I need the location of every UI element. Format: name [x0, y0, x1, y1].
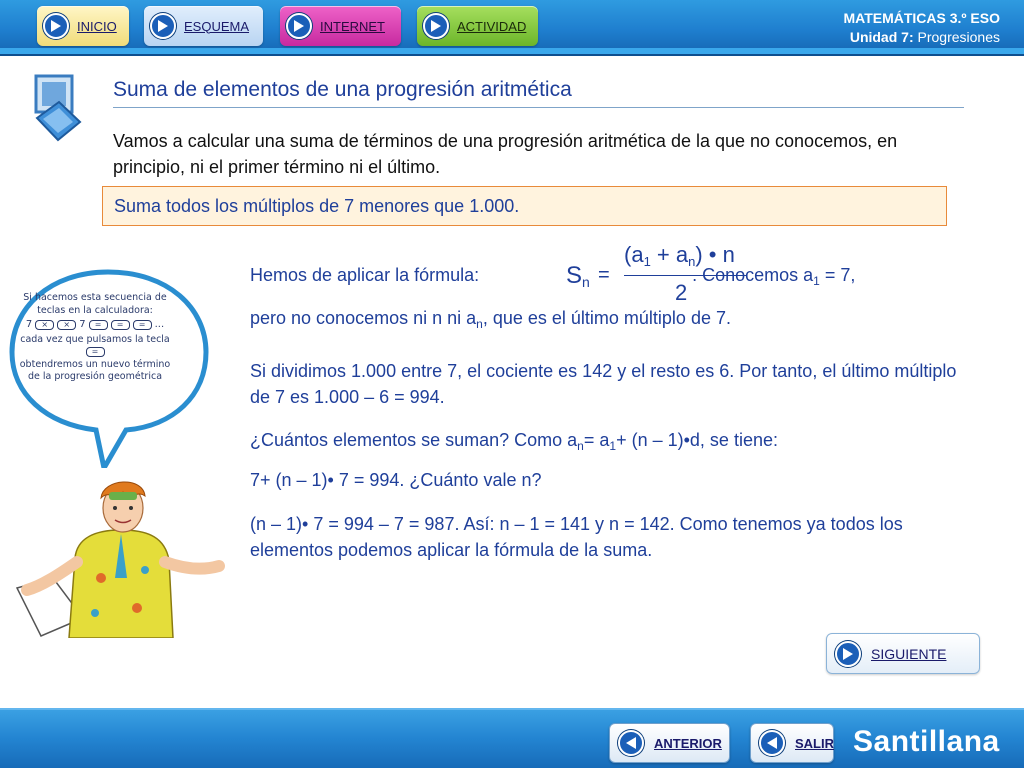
unit-name: Progresiones — [917, 29, 1000, 45]
p1-after: . Conocemos a — [692, 265, 814, 285]
explanation-p3: Si dividimos 1.000 entre 7, el cociente es 142 y el resto es 6. Por tanto, el último múltiplo de 7 es 1.000 – 6 = 994. — [250, 361, 957, 407]
play-icon — [423, 13, 449, 39]
page-title: Suma de elementos de una progresión aritmética — [113, 78, 572, 101]
character-illustration — [5, 478, 237, 638]
bubble-text — [14, 292, 176, 384]
p4-sub1: n — [577, 439, 584, 453]
p1-sub: 1 — [813, 274, 820, 288]
task-box — [102, 186, 947, 226]
formula-s-sub: n — [582, 274, 590, 290]
num-sub1: 1 — [643, 254, 651, 269]
explanation-p5: 7+ (n – 1)• 7 = 994. ¿Cuánto vale n? — [250, 470, 542, 490]
calc-digit: 7 — [79, 319, 86, 330]
p1-end: = 7, — [819, 265, 856, 285]
calculator-sequence — [14, 319, 176, 332]
num-close: ) • n — [695, 242, 735, 267]
times-key: × — [35, 320, 54, 330]
back-icon — [759, 730, 785, 756]
equals-key: = — [111, 320, 130, 330]
cube-icon — [33, 74, 83, 144]
inicio-label: INICIO — [77, 18, 117, 34]
explanation-p6: (n – 1)• 7 = 994 – 7 = 987. Así: n – 1 = 141 y n = 142. Como tenemos ya todos los elementos podemos aplicar la fórmula de la suma. — [250, 514, 903, 560]
p4-b: = a — [583, 430, 610, 450]
internet-label: INTERNET — [320, 18, 385, 34]
esquema-button[interactable] — [144, 6, 263, 46]
actividad-label: ACTIVIDAD — [457, 18, 527, 34]
times-key: × — [57, 320, 76, 330]
calc-dots: ... — [154, 319, 165, 330]
equals-key: = — [86, 347, 105, 357]
anterior-label: ANTERIOR — [654, 735, 722, 751]
p4-sub2: 1 — [609, 439, 617, 453]
p2-after: , que es el último múltiplo de 7. — [482, 308, 731, 328]
brand-logo: Santillana — [853, 725, 1000, 758]
course-unit — [843, 28, 1000, 47]
play-icon — [835, 641, 861, 667]
equals-key: = — [89, 320, 108, 330]
bubble-line1: Si hacemos esta secuencia de teclas en la calculadora: — [23, 292, 167, 316]
num-plus: + a — [650, 242, 689, 267]
course-info — [843, 9, 1000, 47]
bubble-line2-text: cada vez que pulsamos la tecla — [20, 333, 170, 345]
formula-s: S — [566, 262, 583, 289]
p4-a: ¿Cuántos elementos se suman? Como a — [250, 430, 578, 450]
bubble-line3: obtendremos un nuevo término de la progresión geométrica — [19, 358, 171, 382]
salir-label: SALIR — [795, 735, 834, 751]
bubble-line2 — [14, 334, 176, 359]
formula-equals: = — [598, 264, 610, 286]
formula-denominator: 2 — [675, 280, 688, 305]
equals-key: = — [133, 320, 152, 330]
play-icon — [43, 13, 69, 39]
calc-digit: 7 — [25, 319, 33, 330]
siguiente-label: SIGUIENTE — [871, 645, 947, 662]
p2-before: pero no conocemos ni n ni a — [250, 308, 477, 328]
num-sub2: n — [688, 254, 696, 269]
esquema-label: ESQUEMA — [184, 18, 250, 34]
anterior-button[interactable] — [609, 723, 730, 763]
explanation-p1 — [250, 262, 855, 288]
task-text: Suma todos los múltiplos de 7 menores que 1.000. — [114, 196, 520, 216]
unit-label: Unidad 7: — [849, 29, 914, 45]
explanation-p4 — [250, 427, 778, 453]
play-icon — [286, 13, 312, 39]
play-icon — [150, 13, 176, 39]
num-open: (a — [624, 242, 644, 267]
top-bar-stripe — [0, 48, 1024, 54]
salir-button[interactable] — [750, 723, 834, 763]
title-divider — [113, 107, 964, 108]
p2-sub: n — [476, 317, 483, 331]
internet-button[interactable] — [280, 6, 401, 46]
inicio-button[interactable] — [37, 6, 129, 46]
p1-before: Hemos de aplicar la fórmula: — [250, 265, 480, 285]
intro-text: Vamos a calcular una suma de términos de una progresión aritmética de la que no conocemos, en principio, ni el primer término ni el último. — [113, 131, 898, 177]
p4-c: + (n – 1)•d, se tiene: — [616, 430, 778, 450]
siguiente-button[interactable] — [826, 633, 980, 674]
explanation-p2 — [250, 305, 731, 331]
actividad-button[interactable] — [417, 6, 538, 46]
back-icon — [618, 730, 644, 756]
course-subject: MATEMÁTICAS 3.º ESO — [843, 10, 1000, 26]
